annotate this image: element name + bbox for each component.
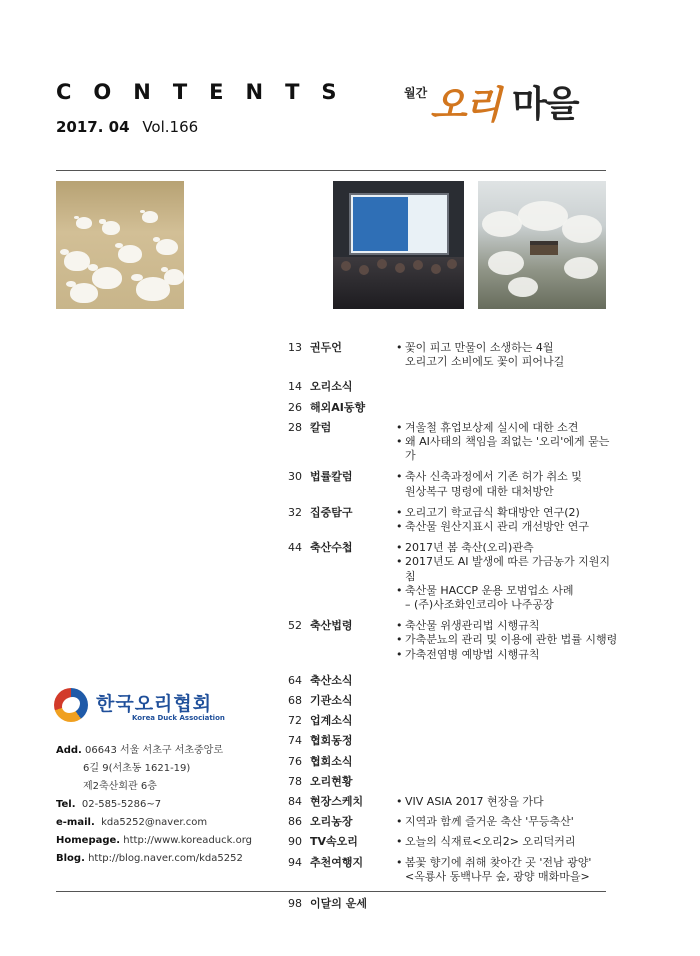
- contents-title: CONTENTS: [56, 80, 359, 104]
- toc-entry[interactable]: [288, 714, 618, 728]
- expo-photo: [333, 181, 464, 309]
- toc-page-number: 98: [288, 897, 302, 911]
- contact-info: [56, 742, 252, 868]
- toc-section-title: 오리농장: [310, 815, 353, 829]
- toc-section-title: 축산소식: [310, 673, 353, 687]
- address-line: 06643 서울 서초구 서초중앙로: [85, 745, 223, 756]
- toc-article: • 오늘의 식재료<오리2> 오리덕커리: [396, 835, 618, 849]
- toc-entry[interactable]: [288, 541, 618, 612]
- tel-value: 02-585-5286~7: [81, 799, 162, 810]
- email-link[interactable]: kda5252@naver.com: [101, 817, 208, 828]
- toc-page-number: 64: [288, 673, 302, 687]
- toc-article: • 봄꽃 향기에 취해 찾아간 곳 '전남 광양': [396, 856, 618, 870]
- address-line: 제2축산회관 6층: [83, 781, 157, 792]
- toc-article: 원상복구 명령에 대한 대처방안: [405, 484, 554, 498]
- address-line: 6길 9(서초동 1621-19): [83, 763, 191, 774]
- homepage-label: Homepage.: [56, 835, 121, 846]
- toc-section-title: 오리소식: [310, 380, 353, 394]
- toc-page-number: 26: [288, 400, 302, 414]
- toc-page-number: 78: [288, 774, 302, 788]
- toc-section-title: TV속오리: [310, 835, 358, 849]
- toc-article: • 지역과 함께 즐거운 축산 '무등축산': [396, 815, 618, 829]
- toc-entry[interactable]: [288, 734, 618, 748]
- toc-section-title: 권두언: [310, 341, 342, 354]
- toc-page-number: 14: [288, 380, 302, 394]
- toc-article: • 축산물 위생관리법 시행규칙: [396, 619, 618, 633]
- toc-section-title: 업계소식: [310, 714, 353, 728]
- issue-date: 2017. 04: [56, 118, 130, 136]
- toc-section-title: 이달의 운세: [310, 897, 367, 911]
- bottom-divider: [56, 891, 606, 892]
- ducks-photo: [56, 181, 184, 309]
- toc-page-number: 28: [288, 420, 302, 434]
- toc-entry[interactable]: [288, 674, 618, 688]
- association-name-ko: 한국오리협회: [96, 693, 213, 715]
- toc-page-number: 52: [288, 619, 302, 633]
- email-label: e-mail.: [56, 817, 95, 828]
- logo-monthly-label: 월간: [404, 86, 428, 100]
- toc-section-title: 현장스케치: [310, 795, 364, 809]
- toc-article: – (주)사조화인코리아 나주공장: [405, 598, 554, 612]
- toc-page-number: 84: [288, 795, 302, 809]
- blog-label: Blog.: [56, 853, 85, 864]
- toc-section-title: 해외AI동향: [310, 400, 366, 414]
- association-name-en: Korea Duck Association: [132, 714, 225, 722]
- toc-section-title: 축산수첩: [310, 541, 353, 555]
- toc-section-title: 오리현황: [310, 774, 353, 788]
- toc-article: • 축사 신축과정에서 기존 허가 취소 및: [396, 470, 618, 484]
- tel-label: Tel.: [56, 799, 76, 810]
- issue-info: [56, 118, 198, 136]
- toc-entry[interactable]: [288, 897, 618, 911]
- homepage-link[interactable]: http://www.koreaduck.org: [123, 835, 252, 846]
- toc-article: • 오리고기 학교급식 확대방안 연구(2): [396, 506, 618, 520]
- toc-page-number: 94: [288, 855, 302, 869]
- toc-entry[interactable]: [288, 380, 618, 394]
- address-label: Add.: [56, 745, 82, 756]
- toc-page-number: 68: [288, 694, 302, 708]
- logo-village-text: 마을: [512, 83, 578, 125]
- toc-article: 오리고기 소비에도 꽃이 피어나길: [405, 355, 565, 369]
- toc-page-number: 44: [288, 541, 302, 555]
- toc-entry[interactable]: [288, 795, 618, 809]
- blog-link[interactable]: http://blog.naver.com/kda5252: [88, 853, 243, 864]
- toc-article: • 꽃이 피고 만물이 소생하는 4월: [396, 341, 618, 355]
- toc-section-title: 칼럼: [310, 420, 332, 434]
- toc-section-title: 집중탐구: [310, 505, 353, 519]
- toc-section-title: 추천여행지: [310, 855, 364, 869]
- toc-article: • 왜 AI사태의 책임을 죄없는 '오리'에게 묻는가: [396, 435, 618, 463]
- toc-section-title: 기관소식: [310, 694, 353, 708]
- toc-entry[interactable]: [288, 421, 618, 464]
- toc-article: • 2017년 봄 축산(오리)관측: [396, 541, 618, 555]
- toc-section-title: 법률칼럼: [310, 470, 353, 484]
- toc-section-title: 협회소식: [310, 754, 353, 768]
- toc-entry[interactable]: [288, 815, 618, 829]
- toc-page-number: 74: [288, 734, 302, 748]
- magazine-logo: [404, 70, 584, 154]
- toc-article: • 축산물 원산지표시 관리 개선방안 연구: [396, 520, 618, 534]
- toc-section-title: 협회동정: [310, 734, 353, 748]
- toc-entry[interactable]: [288, 470, 618, 498]
- toc-entry[interactable]: [288, 619, 618, 662]
- toc-page-number: 72: [288, 714, 302, 728]
- issue-volume: Vol.166: [142, 118, 199, 136]
- toc-page-number: 90: [288, 835, 302, 849]
- toc-entry[interactable]: [288, 506, 618, 534]
- table-of-contents: [288, 341, 618, 911]
- toc-entry[interactable]: [288, 775, 618, 789]
- toc-entry[interactable]: [288, 835, 618, 849]
- toc-page-number: 32: [288, 505, 302, 519]
- toc-article: • 가축분뇨의 관리 및 이용에 관한 법률 시행령: [396, 633, 618, 647]
- toc-page-number: 76: [288, 754, 302, 768]
- toc-article: • VIV ASIA 2017 현장을 가다: [396, 795, 618, 809]
- toc-page-number: 13: [288, 341, 302, 354]
- toc-section-title: 축산법령: [310, 619, 353, 633]
- plum-village-photo: [478, 181, 606, 309]
- toc-article: • 가축전염병 예방법 시행규칙: [396, 648, 618, 662]
- toc-article: • 2017년도 AI 발생에 따른 가금농가 지원지침: [396, 555, 618, 583]
- association-logo: [54, 688, 254, 724]
- toc-article: <옥룡사 동백나무 숲, 광양 매화마을>: [405, 869, 590, 883]
- toc-entry[interactable]: [288, 401, 618, 415]
- toc-article: • 축산물 HACCP 운용 모범업소 사례: [396, 584, 618, 598]
- toc-entry[interactable]: [288, 856, 618, 884]
- top-divider: [56, 170, 606, 171]
- duck-emblem-icon: [54, 688, 88, 722]
- toc-page-number: 30: [288, 470, 302, 484]
- toc-entry[interactable]: [288, 341, 618, 369]
- toc-entry[interactable]: [288, 755, 618, 769]
- logo-duck-text: 오리: [430, 82, 500, 127]
- toc-entry[interactable]: [288, 694, 618, 708]
- toc-page-number: 86: [288, 815, 302, 829]
- toc-article: • 겨울철 휴업보상제 실시에 대한 소견: [396, 421, 618, 435]
